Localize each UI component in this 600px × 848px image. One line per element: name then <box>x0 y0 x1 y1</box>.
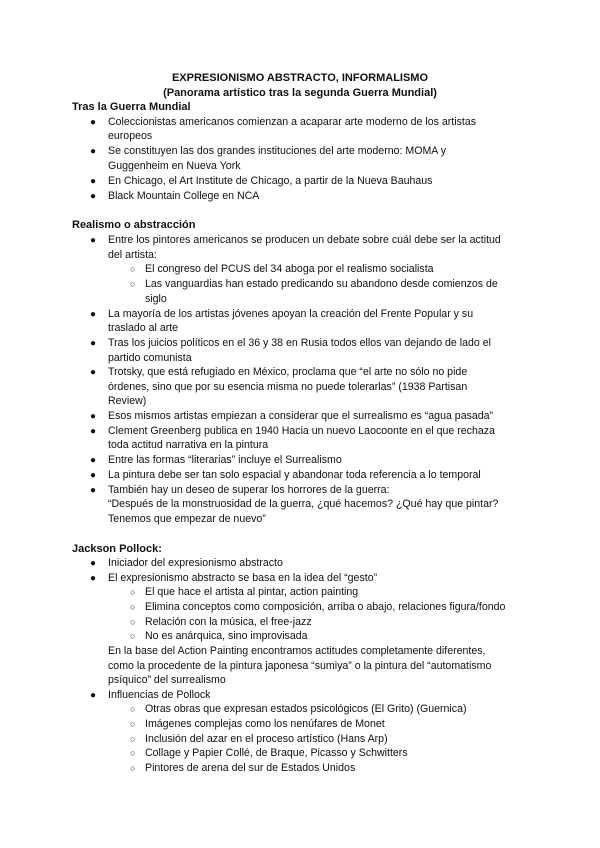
quote-line: Tenemos que empezar de nuevo” <box>108 513 266 525</box>
list-item-line: Black Mountain College en NCA <box>108 190 260 202</box>
paragraph-line: como la procedente de la pintura japonesa “sumiya” o la pintura del “automatismo <box>108 660 492 672</box>
bullet-icon: ● <box>90 470 97 481</box>
list-item-line: partido comunista <box>108 352 192 364</box>
sub-list-item-line: Otras obras que expresan estados psicológicos (El Grito) (Guernica) <box>145 703 467 715</box>
list-item-line: órdenes, sino que por su esencia misma no puede tolerarlas” (1938 Partisan <box>108 381 468 393</box>
paragraph-line: En la base del Action Painting encontramos actitudes completamente diferentes, <box>108 645 486 657</box>
sub-list-item-line: Collage y Papier Collé, de Braque, Picasso y Schwitters <box>145 747 408 759</box>
list-item-line: Se constituyen las dos grandes instituciones del arte moderno: MOMA y <box>108 145 446 157</box>
sub-bullet-icon: ○ <box>130 631 136 641</box>
list-item-line: La pintura debe ser tan solo espacial y abandonar toda referencia a lo temporal <box>108 469 481 481</box>
bullet-icon: ● <box>90 367 97 378</box>
list-item-line: del artista: <box>108 249 157 261</box>
bullet-icon: ● <box>90 485 97 496</box>
section-heading-pollock: Jackson Pollock: <box>72 543 162 555</box>
sub-bullet-icon: ○ <box>130 719 136 729</box>
sub-list-item-line: Elimina conceptos como composición, arriba o abajo, relaciones figura/fondo <box>145 601 506 613</box>
list-item-line: toda actitud narrativa en la pintura <box>108 439 269 451</box>
sub-bullet-icon: ○ <box>130 763 136 773</box>
sub-list-item-line: Imágenes complejas como los nenúfares de Monet <box>145 718 385 730</box>
document-title: EXPRESIONISMO ABSTRACTO, INFORMALISMO <box>171 72 429 84</box>
sub-list-item-line: siglo <box>145 293 167 305</box>
list-item-line: Trotsky, que está refugiado en México, proclama que “el arte no sólo no pide <box>108 366 468 378</box>
bullet-icon: ● <box>90 338 97 349</box>
list-item-line: Iniciador del expresionismo abstracto <box>108 557 283 569</box>
sub-bullet-icon: ○ <box>130 704 136 714</box>
list-item-line: Entre las formas “literarias” incluye el Surrealismo <box>108 454 342 466</box>
bullet-icon: ● <box>90 235 97 246</box>
list-item-line: traslado al arte <box>108 322 179 334</box>
bullet-icon: ● <box>90 426 97 437</box>
bullet-icon: ● <box>90 558 97 569</box>
bullet-icon: ● <box>90 191 97 202</box>
sub-list-item-line: Inclusión del azar en el proceso artístico (Hans Arp) <box>145 733 388 745</box>
list-item-line: Tras los juicios políticos en el 36 y 38 en Rusia todos ellos van dejando de lado el <box>108 337 491 349</box>
bullet-icon: ● <box>90 146 97 157</box>
sub-list-item-line: El que hace el artista al pintar, action painting <box>145 586 359 598</box>
sub-bullet-icon: ○ <box>130 264 136 274</box>
list-item-line: El expresionismo abstracto se basa en la idea del “gesto” <box>108 572 378 584</box>
sub-bullet-icon: ○ <box>130 602 136 612</box>
sub-list-item-line: Relación con la música, el free-jazz <box>145 616 312 628</box>
sub-list-item-line: El congreso del PCUS del 34 aboga por el realismo socialista <box>145 263 434 275</box>
list-item-line: europeos <box>108 130 153 142</box>
sub-list-item-line: Pintores de arena del sur de Estados Unidos <box>145 762 356 774</box>
list-item-line: Coleccionistas americanos comienzan a acaparar arte moderno de los artistas <box>108 116 477 128</box>
sub-list-item-line: Las vanguardias han estado predicando su abandono desde comienzos de <box>145 278 498 290</box>
sub-list-item-line: No es anárquica, sino improvisada <box>145 630 308 642</box>
section-heading-postwar: Tras la Guerra Mundial <box>72 101 191 113</box>
list-item-line: Review) <box>108 395 147 407</box>
bullet-icon: ● <box>90 411 97 422</box>
sub-bullet-icon: ○ <box>130 587 136 597</box>
list-item-line: Entre los pintores americanos se producen un debate sobre cuál debe ser la actitud <box>108 234 501 246</box>
bullet-icon: ● <box>90 455 97 466</box>
sub-bullet-icon: ○ <box>130 279 136 289</box>
document-subtitle: (Panorama artístico tras la segunda Guerra Mundial) <box>163 87 437 99</box>
list-item-line: Influencias de Pollock <box>108 689 211 701</box>
bullet-icon: ● <box>90 690 97 701</box>
list-item-line: Esos mismos artistas empiezan a considerar que el surrealismo es “agua pasada” <box>108 410 494 422</box>
bullet-icon: ● <box>90 117 97 128</box>
list-item-line: En Chicago, el Art Institute de Chicago, a partir de la Nueva Bauhaus <box>108 175 433 187</box>
sub-bullet-icon: ○ <box>130 748 136 758</box>
list-item-line: Guggenheim en Nueva York <box>108 160 241 172</box>
section-heading-realism: Realismo o abstracción <box>72 219 196 231</box>
bullet-icon: ● <box>90 573 97 584</box>
bullet-icon: ● <box>90 176 97 187</box>
list-item-line: También hay un deseo de superar los horrores de la guerra: <box>108 484 390 496</box>
list-item-line: La mayoría de los artistas jóvenes apoyan la creación del Frente Popular y su <box>108 308 474 320</box>
quote-line: “Después de la monstruosidad de la guerra, ¿qué hacemos? ¿Qué hay que pintar? <box>108 498 499 510</box>
sub-bullet-icon: ○ <box>130 617 136 627</box>
sub-bullet-icon: ○ <box>130 734 136 744</box>
paragraph-line: psíquico” del surrealismo <box>108 674 226 686</box>
list-item-line: Clement Greenberg publica en 1940 Hacia un nuevo Laocoonte en el que rechaza <box>108 425 495 437</box>
bullet-icon: ● <box>90 309 97 320</box>
